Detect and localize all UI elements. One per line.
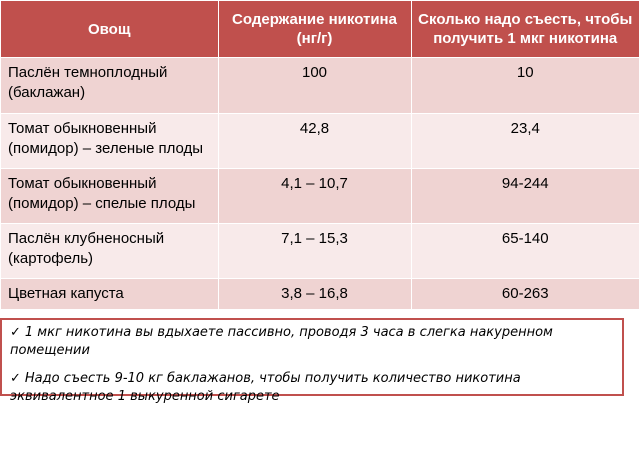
table-header-row	[1, 1, 639, 58]
check-icon: ✓	[10, 371, 21, 386]
header-vegetable: Овощ	[1, 1, 218, 58]
table-row	[1, 58, 639, 114]
cell-nicotine-content: 4,1 – 10,7	[218, 169, 411, 224]
table-row	[1, 279, 639, 310]
cell-amount: 65-140	[411, 224, 639, 279]
note-text: Надо съесть 9-10 кг баклажанов, чтобы получить количество никотина эквивалентное 1 выкуренной сигарете	[10, 371, 521, 404]
cell-amount: 60-263	[411, 279, 639, 310]
cell-vegetable-name: Томат обыкновенный (помидор) – спелые плоды	[1, 169, 218, 224]
table-row	[1, 224, 639, 279]
header-amount-to-eat: Сколько надо съесть, чтобы получить 1 мкг никотина	[411, 1, 639, 58]
cell-amount: 94-244	[411, 169, 639, 224]
cell-vegetable-name: Томат обыкновенный (помидор) – зеленые плоды	[1, 114, 218, 169]
cell-vegetable-name: Паслён клубненосный (картофель)	[1, 224, 218, 279]
note-item	[10, 324, 614, 360]
notes-box	[0, 318, 624, 404]
table-row	[1, 169, 639, 224]
header-nicotine-content: Содержание никотина (нг/г)	[218, 1, 411, 58]
cell-vegetable-name: Паслён темноплодный (баклажан)	[1, 58, 218, 114]
cell-nicotine-content: 100	[218, 58, 411, 114]
cell-nicotine-content: 7,1 – 15,3	[218, 224, 411, 279]
note-item	[10, 370, 614, 406]
nicotine-table	[1, 1, 639, 309]
cell-nicotine-content: 3,8 – 16,8	[218, 279, 411, 310]
cell-vegetable-name: Цветная капуста	[1, 279, 218, 310]
note-text: 1 мкг никотина вы вдыхаете пассивно, проводя 3 часа в слегка накуренном помещении	[10, 325, 553, 358]
cell-amount: 23,4	[411, 114, 639, 169]
cell-amount: 10	[411, 58, 639, 114]
table-row	[1, 114, 639, 169]
cell-nicotine-content: 42,8	[218, 114, 411, 169]
check-icon: ✓	[10, 325, 21, 340]
